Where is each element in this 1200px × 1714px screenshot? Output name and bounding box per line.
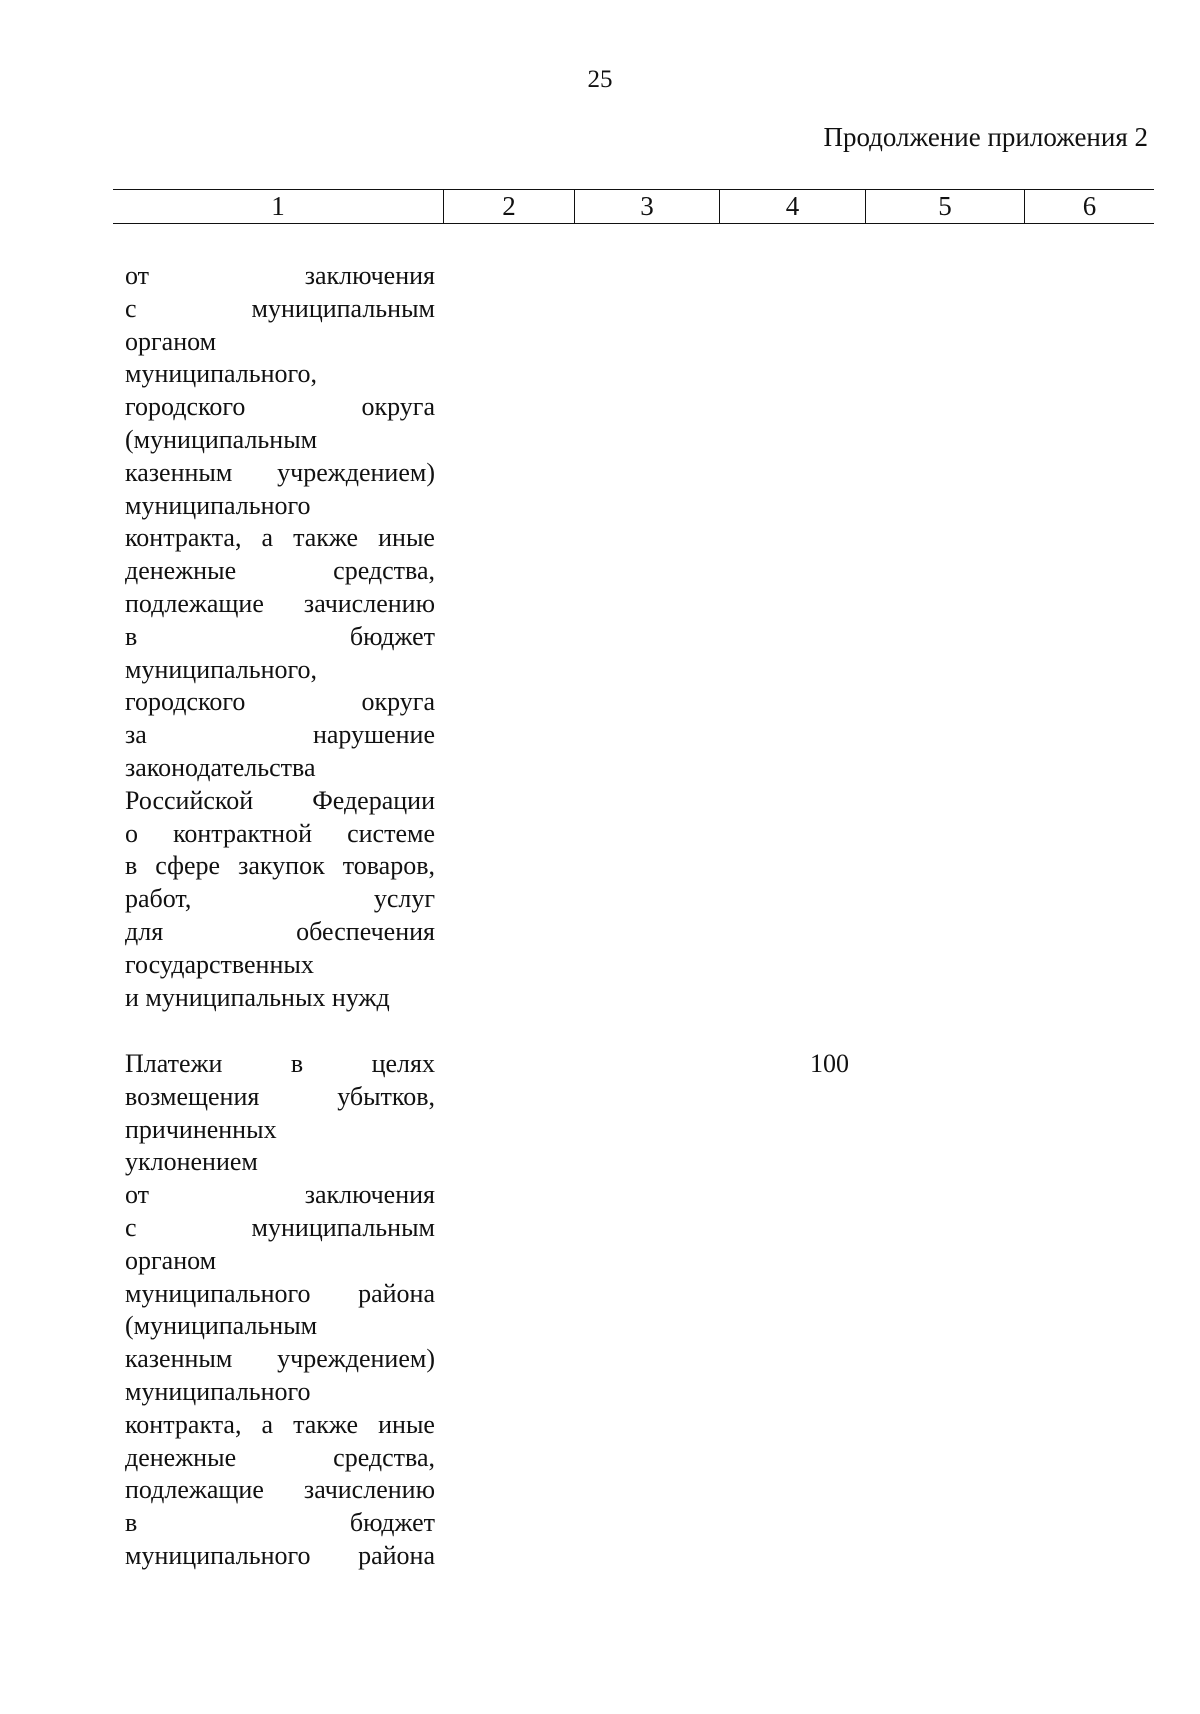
- text-line: муниципального района: [125, 1278, 435, 1308]
- text-line: работ, услуг: [125, 884, 435, 914]
- header-col-6: 6: [1025, 190, 1155, 224]
- text-line: и муниципальных нужд: [125, 982, 390, 1012]
- header-col-1: 1: [113, 190, 444, 224]
- text-line: контракта, а также иные: [125, 1409, 435, 1439]
- text-line: городского округа: [125, 687, 435, 717]
- text-line: муниципального,: [125, 359, 318, 389]
- row-2-description: [125, 1048, 435, 1573]
- header-col-4: 4: [720, 190, 866, 224]
- header-col-5: 5: [866, 190, 1025, 224]
- text-line: с муниципальным: [125, 293, 435, 323]
- text-line: муниципального: [125, 1376, 311, 1406]
- text-line: возмещения убытков,: [125, 1081, 435, 1111]
- text-line: в бюджет: [125, 1508, 435, 1538]
- text-line: казенным учреждением): [125, 1344, 435, 1374]
- text-line: в бюджет: [125, 621, 435, 651]
- text-line: Платежи в целях: [125, 1049, 435, 1078]
- text-line: (муниципальным: [125, 424, 318, 454]
- text-line: казенным учреждением): [125, 457, 435, 487]
- text-line: с муниципальным: [125, 1212, 435, 1242]
- text-line: денежные средства,: [125, 556, 435, 586]
- text-line: органом: [125, 326, 217, 356]
- text-line: муниципального района: [125, 1540, 435, 1570]
- row-1-description: [125, 260, 435, 1014]
- page-number: 25: [587, 66, 613, 93]
- text-line: муниципального,: [125, 654, 318, 684]
- text-line: для обеспечения: [125, 916, 435, 946]
- text-line: причиненных: [125, 1114, 277, 1144]
- text-line: государственных: [125, 949, 314, 979]
- text-line: (муниципальным: [125, 1311, 318, 1341]
- text-line: контракта, а также иные: [125, 523, 435, 553]
- text-line: городского округа: [125, 392, 435, 422]
- text-line: Российской Федерации: [125, 785, 435, 815]
- row-2-col-4-value: 100: [810, 1049, 849, 1078]
- text-line: муниципального: [125, 490, 311, 520]
- header-col-3: 3: [575, 190, 720, 224]
- table-header: [113, 189, 1154, 224]
- header-col-2: 2: [444, 190, 575, 224]
- text-line: денежные средства,: [125, 1442, 435, 1472]
- text-line: подлежащие зачислению: [125, 1475, 435, 1505]
- text-line: от заключения: [125, 1180, 435, 1210]
- text-line: от заключения: [125, 261, 435, 290]
- text-line: органом: [125, 1245, 217, 1275]
- text-line: о контрактной системе: [125, 818, 435, 848]
- text-line: законодательства: [125, 752, 316, 782]
- text-line: за нарушение: [125, 720, 435, 750]
- continuation-label: Продолжение приложения 2: [823, 122, 1148, 152]
- text-line: уклонением: [125, 1147, 258, 1177]
- header-row: [113, 190, 1154, 224]
- text-line: в сфере закупок товаров,: [125, 851, 435, 881]
- text-line: подлежащие зачислению: [125, 588, 435, 618]
